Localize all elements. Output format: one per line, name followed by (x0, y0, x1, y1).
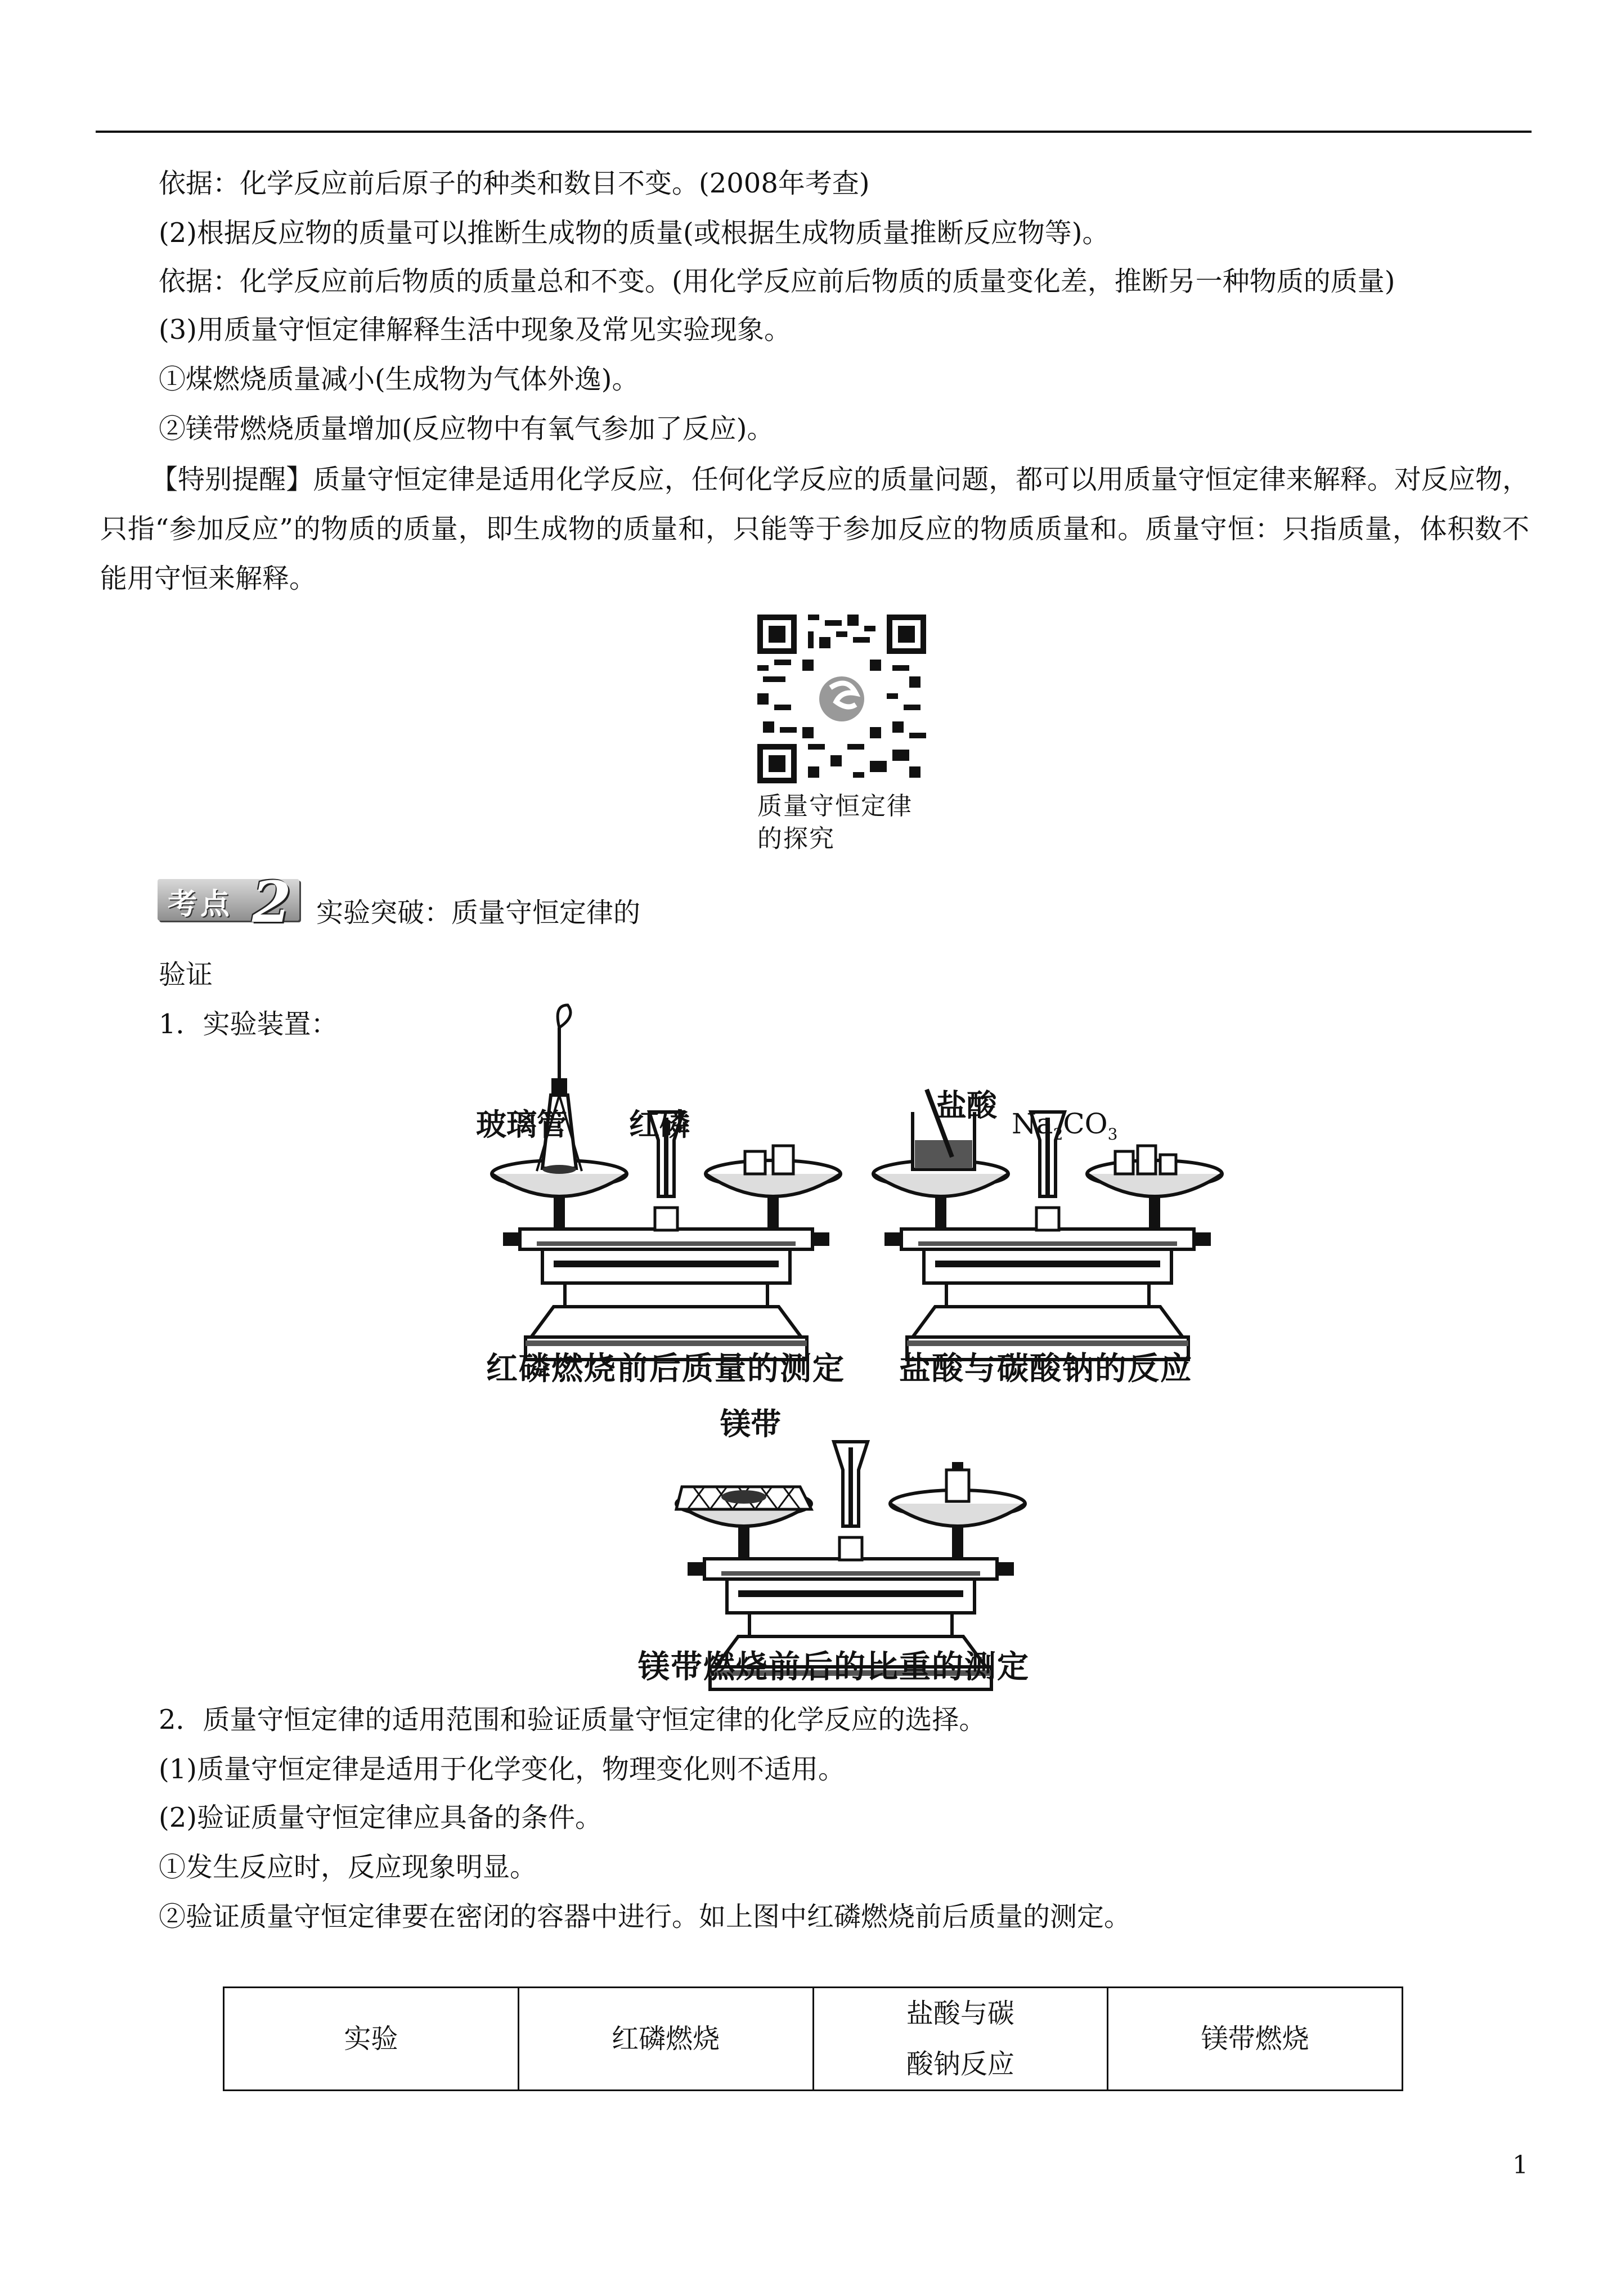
text-line: (2)根据反应物的质量可以推断生成物的质量(或根据生成物质量推断反应物等)。 (159, 217, 1110, 249)
text-line: (3)用质量守恒定律解释生活中现象及常见实验现象。 (159, 314, 791, 346)
label-hydrochloric-acid: 盐酸 (936, 1088, 997, 1123)
section-title: 实验突破：质量守恒定律的 (316, 897, 641, 929)
text-line: ①发生反应时，反应现象明显。 (159, 1851, 537, 1883)
badge-label: 考点 (168, 887, 234, 921)
text-line: ②验证质量守恒定律要在密闭的容器中进行。如上图中红磷燃烧前后质量的测定。 (159, 1901, 1131, 1932)
text-line: (2)验证质量守恒定律应具备的条件。 (159, 1802, 602, 1833)
section-title-continued: 验证 (159, 959, 213, 990)
label-magnesium-ribbon: 镁带 (720, 1406, 781, 1442)
label-sodium-carbonate: $Na_2CO_3$ (1012, 1107, 1118, 1143)
qr-caption-line2: 的探究 (757, 824, 835, 853)
table-row (224, 1988, 1403, 2091)
text-line: 依据：化学反应前后原子的种类和数目不变。(2008年考查) (159, 168, 870, 199)
experiment-table (223, 1986, 1403, 2091)
badge-number: 2 (252, 869, 291, 935)
item-2: 2．质量守恒定律的适用范围和验证质量守恒定律的化学反应的选择。 (159, 1704, 986, 1736)
figure-caption-phosphorus: 红磷燃烧前后质量的测定 (486, 1351, 845, 1387)
figure-caption-acid-carbonate: 盐酸与碳酸钠的反应 (899, 1351, 1193, 1387)
label-glass-tube: 玻璃管 (476, 1107, 567, 1142)
table-cell-experiment: 实验 (224, 1988, 519, 2091)
qr-caption-line1: 质量守恒定律 (757, 792, 913, 820)
text-line: ②镁带燃烧质量增加(反应物中有氧气参加了反应)。 (159, 413, 774, 445)
table-cell-acid-carbonate: 盐酸与碳 酸钠反应 (813, 1988, 1108, 2091)
table-cell-magnesium: 镁带燃烧 (1108, 1988, 1403, 2091)
item-1: 1．实验装置： (159, 1008, 338, 1040)
text-line: 依据：化学反应前后物质的质量总和不变。(用化学反应前后物质的质量变化差，推断另一种物质的质量) (159, 266, 1395, 297)
page-number: 1 (1512, 2151, 1528, 2180)
text-line: ①煤燃烧质量减小(生成物为气体外逸)。 (159, 364, 639, 395)
label-red-phosphorus: 红磷 (629, 1107, 690, 1142)
special-tip-paragraph: 【特别提醒】质量守恒定律是适用化学反应，任何化学反应的质量问题，都可以用质量守恒定律来解释。对反应物，只指“参加反应”的物质的质量，即生成物的质量和，只能等于参加反应的物质质量和。质量守恒：只指质量，体积数不能用守恒来解释。 (100, 464, 1529, 594)
table-cell-phosphorus: 红磷燃烧 (518, 1988, 813, 2091)
figure-caption-magnesium: 镁带燃烧前后的比重的测定 (638, 1649, 1030, 1685)
text-line: (1)质量守恒定律是适用于化学变化，物理变化则不适用。 (159, 1754, 845, 1785)
